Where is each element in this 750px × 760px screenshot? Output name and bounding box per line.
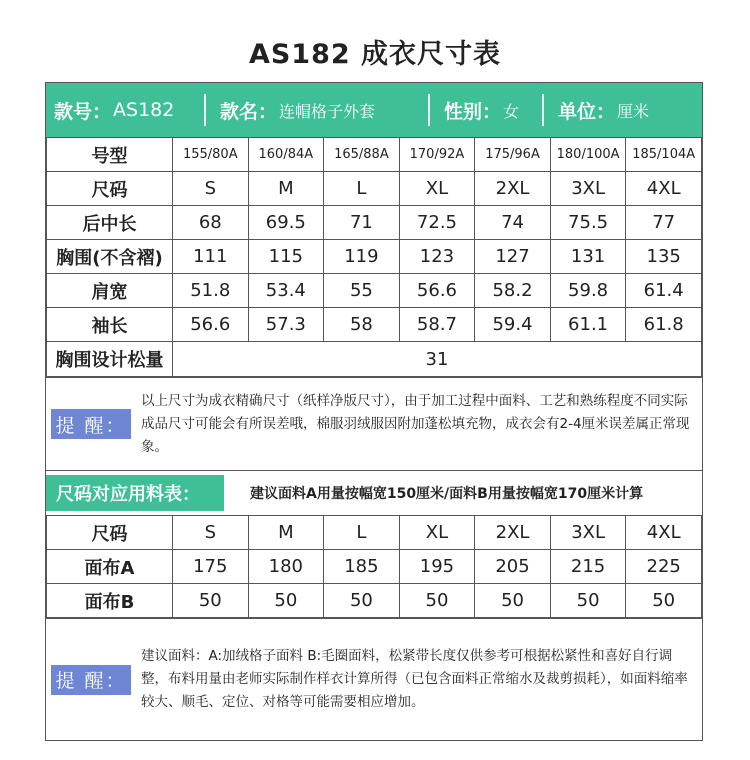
fabric-header [46, 470, 702, 515]
header-divider [204, 94, 206, 126]
ease-value: 31 [173, 342, 702, 377]
size-code-cell: 175/96A [475, 138, 551, 172]
fabric-table [46, 515, 702, 618]
size-code-cell: 160/84A [248, 138, 324, 172]
size-code-cell: 155/80A [173, 138, 249, 172]
style-no-label: 款号： [54, 100, 112, 123]
value-cell: 195 [399, 550, 475, 584]
value-cell: 77 [626, 206, 702, 240]
value-cell: 50 [626, 584, 702, 618]
fabric-title: 尺码对应用料表： [46, 475, 224, 511]
style-name-label: 款名： [220, 100, 278, 123]
value-cell: 127 [475, 240, 551, 274]
value-cell: 58 [324, 308, 400, 342]
value-cell: 215 [550, 550, 626, 584]
value-cell: 61.4 [626, 274, 702, 308]
size-cell: S [173, 172, 249, 206]
value-cell: 50 [248, 584, 324, 618]
table-row [47, 516, 702, 550]
row-head: 面布B [47, 584, 173, 618]
table-row [47, 308, 702, 342]
value-cell: 185 [324, 550, 400, 584]
value-cell: 205 [475, 550, 551, 584]
value-cell: 69.5 [248, 206, 324, 240]
table-row [47, 274, 702, 308]
reminder-badge: 提 醒： [51, 665, 131, 695]
value-cell: 50 [399, 584, 475, 618]
value-cell: 59.8 [550, 274, 626, 308]
value-cell: 50 [173, 584, 249, 618]
row-head: 面布A [47, 550, 173, 584]
row-head: 袖长 [47, 308, 173, 342]
style-name [206, 83, 428, 137]
value-cell: 58.7 [399, 308, 475, 342]
value-cell: 111 [173, 240, 249, 274]
size-cell: 4XL [626, 172, 702, 206]
row-head: 肩宽 [47, 274, 173, 308]
size-cell: M [248, 516, 324, 550]
value-cell: 50 [324, 584, 400, 618]
header-bar [46, 83, 702, 137]
table-row [47, 172, 702, 206]
size-cell: 2XL [475, 172, 551, 206]
size-code-cell: 170/92A [399, 138, 475, 172]
value-cell: 50 [550, 584, 626, 618]
value-cell: 115 [248, 240, 324, 274]
value-cell: 53.4 [248, 274, 324, 308]
style-no-value: AS182 [113, 99, 175, 121]
value-cell: 56.6 [399, 274, 475, 308]
unit-label: 单位： [558, 100, 616, 123]
value-cell: 74 [475, 206, 551, 240]
row-head: 尺码 [47, 172, 173, 206]
ease-label: 胸围设计松量 [47, 342, 173, 377]
value-cell: 119 [324, 240, 400, 274]
size-code-cell: 165/88A [324, 138, 400, 172]
value-cell: 55 [324, 274, 400, 308]
value-cell: 50 [475, 584, 551, 618]
value-cell: 123 [399, 240, 475, 274]
value-cell: 225 [626, 550, 702, 584]
value-cell: 59.4 [475, 308, 551, 342]
table-row [47, 342, 702, 377]
size-code-cell: 185/104A [626, 138, 702, 172]
reminder-badge: 提 醒： [51, 409, 131, 439]
value-cell: 75.5 [550, 206, 626, 240]
value-cell: 72.5 [399, 206, 475, 240]
table-row [47, 138, 702, 172]
reminder-note [46, 618, 702, 740]
header-divider [542, 94, 544, 126]
size-code-cell: 180/100A [550, 138, 626, 172]
gender-value: 女 [503, 101, 520, 121]
row-head: 尺码 [47, 516, 173, 550]
size-cell: M [248, 172, 324, 206]
style-no [46, 83, 204, 137]
value-cell: 68 [173, 206, 249, 240]
size-cell: S [173, 516, 249, 550]
row-head: 胸围(不含褶) [47, 240, 173, 274]
gender [430, 83, 542, 137]
page-title: AS182 成衣尺寸表 [248, 39, 502, 70]
fabric-note: 建议面料A用量按幅宽150厘米/面料B用量按幅宽170厘米计算 [250, 486, 644, 502]
unit [544, 83, 684, 137]
size-cell: L [324, 172, 400, 206]
gender-label: 性别： [444, 100, 502, 123]
value-cell: 71 [324, 206, 400, 240]
table-row [47, 206, 702, 240]
value-cell: 61.1 [550, 308, 626, 342]
value-cell: 131 [550, 240, 626, 274]
size-cell: 2XL [475, 516, 551, 550]
table-row [47, 550, 702, 584]
size-table [46, 137, 702, 377]
size-cell: 3XL [550, 172, 626, 206]
size-cell: XL [399, 516, 475, 550]
table-row [47, 240, 702, 274]
value-cell: 175 [173, 550, 249, 584]
table-row [47, 584, 702, 618]
size-cell: XL [399, 172, 475, 206]
value-cell: 56.6 [173, 308, 249, 342]
reminder-text: 建议面料：A:加绒格子面料 B:毛圈面料，松紧带长度仅供参考可根据松紧性和喜好自行调整，布料用量由老师实际制作样衣计算所得（已包含面料正常缩水及裁剪损耗），如面料缩率较大、顺毛、定位、对格等可能需要相应增加。 [141, 648, 688, 710]
value-cell: 135 [626, 240, 702, 274]
size-cell: 4XL [626, 516, 702, 550]
value-cell: 61.8 [626, 308, 702, 342]
header-divider [428, 94, 430, 126]
style-name-value: 连帽格子外套 [279, 101, 376, 121]
value-cell: 51.8 [173, 274, 249, 308]
size-cell: L [324, 516, 400, 550]
reminder-text: 以上尺寸为成衣精确尺寸（纸样净版尺寸），由于加工过程中面料、工艺和熟练程度不同实际成品尺寸可能会有所误差哦，棉服羽绒服因附加蓬松填充物，成衣会有2-4厘米误差属正常现象。 [141, 392, 690, 455]
value-cell: 58.2 [475, 274, 551, 308]
size-cell: 3XL [550, 516, 626, 550]
row-head: 号型 [47, 138, 173, 172]
value-cell: 57.3 [248, 308, 324, 342]
value-cell: 180 [248, 550, 324, 584]
size-chart-frame [45, 82, 703, 741]
unit-value: 厘米 [617, 101, 650, 121]
reminder-note [46, 377, 702, 470]
row-head: 后中长 [47, 206, 173, 240]
